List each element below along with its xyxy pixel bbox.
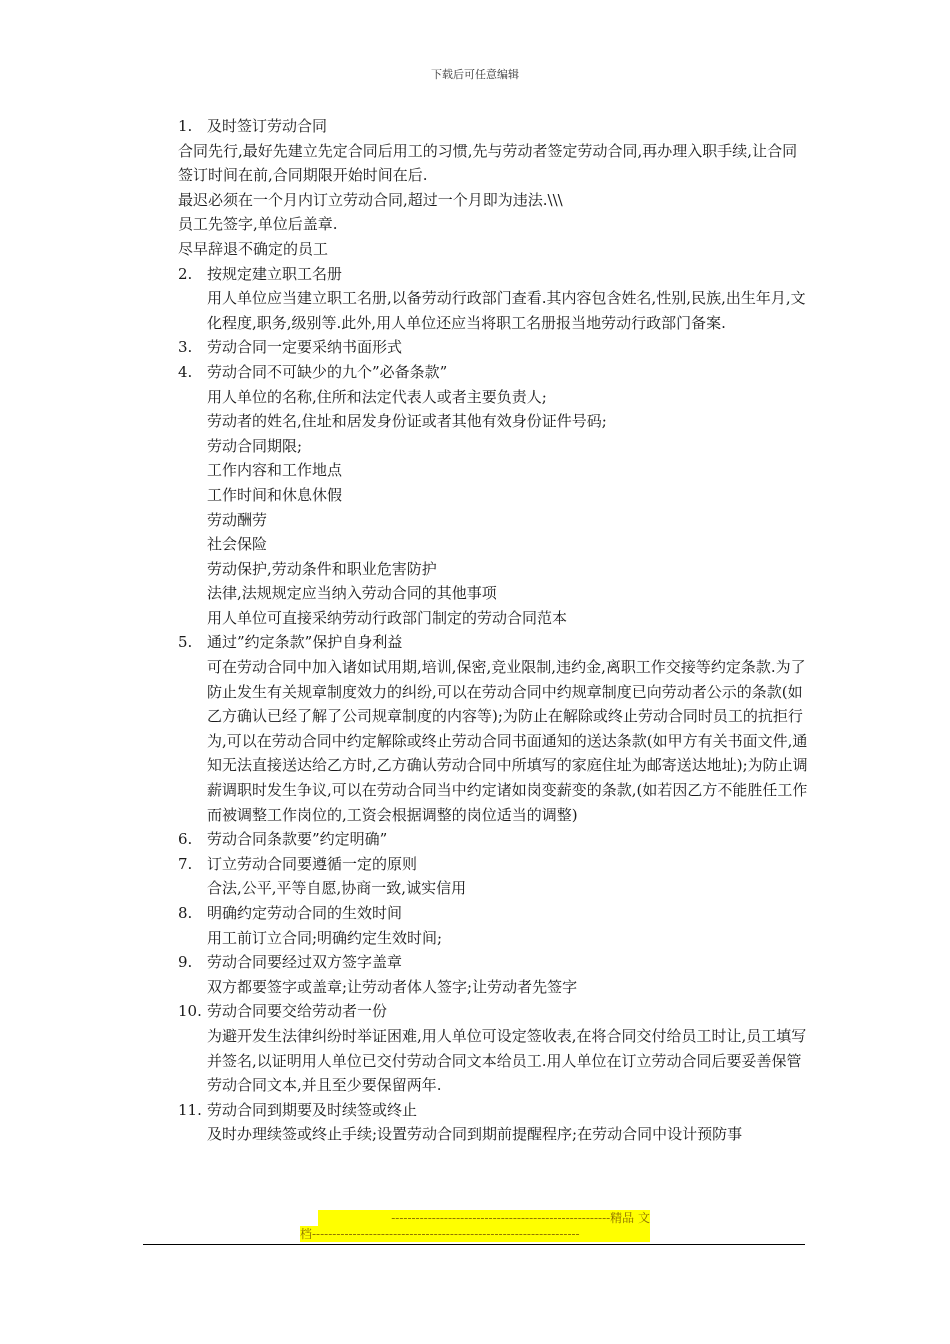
list-item (178, 335, 808, 360)
document-body (178, 114, 808, 1147)
item-number: 1. (178, 117, 193, 135)
numbered-list (178, 262, 808, 1147)
list-item (178, 262, 808, 336)
item-title: 劳动合同条款要”约定明确” (207, 830, 388, 849)
item-number: 11. (178, 1100, 202, 1119)
item-body (207, 360, 808, 631)
paragraph: 合同先行,最好先建立先定合同后用工的习惯,先与劳动者签定劳动合同,再办理入职手续,让合同签订时间在前,合同期限开始时间在后. (178, 141, 798, 185)
item-title: 劳动合同要交给劳动者一份 (207, 1002, 388, 1021)
item-number: 3. (178, 338, 193, 357)
item-line: 用人单位的名称,住所和法定代表人或者主要负责人; (207, 387, 547, 406)
item-title: 劳动合同要经过双方签字盖章 (207, 953, 403, 972)
item-number: 2. (178, 264, 193, 283)
item-line: 用人单位应当建立职工名册,以备劳动行政部门查看.其内容包含姓名,性别,民族,出生年月,文化程度,职务,级别等.此外,用人单位还应当将职工名册报当地劳动行政部门备案. (207, 289, 806, 332)
item-number: 4. (178, 362, 193, 381)
item-body (207, 630, 808, 827)
watermark-line-2: 档------------------------------------------------------------------ (300, 1226, 650, 1242)
item-number: 10. (178, 1002, 202, 1021)
list-item (178, 1098, 808, 1147)
list-item (178, 950, 808, 999)
watermark-band (300, 1210, 650, 1242)
item-title: 通过”约定条款”保护自身利益 (207, 633, 403, 652)
item-line: 劳动者的姓名,住址和居发身份证或者其他有效身份证件号码; (207, 412, 607, 431)
item-line: 用工前订立合同;明确约定生效时间; (207, 928, 443, 947)
item-line: 双方都要签字或盖章;让劳动者体人签字;让劳动者先签字 (207, 977, 578, 996)
list-item (178, 630, 808, 827)
item-body (207, 950, 808, 999)
item-line: 劳动合同期限; (207, 436, 303, 455)
item-body (207, 999, 808, 1097)
item-body (207, 827, 808, 852)
item-body (207, 1098, 808, 1147)
watermark-line-1: ------------------------------------------------------精品 文 (318, 1210, 650, 1226)
paragraph: 最迟必须在一个月内订立劳动合同,超过一个月即为违法.\\\ (178, 190, 563, 209)
item-title: 订立劳动合同要遵循一定的原则 (207, 854, 418, 873)
list-item (178, 114, 808, 139)
item-title: 及时签订劳动合同 (207, 117, 328, 135)
item-line: 法律,法规规定应当纳入劳动合同的其他事项 (207, 584, 497, 603)
item-line: 劳动保护,劳动条件和职业危害防护 (207, 559, 437, 578)
item-body (207, 901, 808, 950)
footer-divider (143, 1244, 805, 1245)
item-line: 合法,公平,平等自愿,协商一致,诚实信用 (207, 879, 467, 898)
item-number: 5. (178, 633, 193, 652)
item-line: 及时办理续签或终止手续;设置劳动合同到期前提醒程序;在劳动合同中设计预防事 (207, 1125, 743, 1144)
item-line: 社会保险 (207, 535, 268, 554)
item-body (207, 262, 808, 336)
item-number: 8. (178, 904, 193, 922)
list-item (178, 852, 808, 901)
item-title: 明确约定劳动合同的生效时间 (207, 904, 403, 922)
item-number: 9. (178, 953, 193, 972)
item-body (207, 852, 808, 901)
item-line: 为避开发生法律纠纷时举证困难,用人单位可设定签收表,在将合同交付给员工时让,员工填写并签名,以证明用人单位已交付劳动合同文本给员工.用人单位在订立劳动合同后要妥善保管劳动合同文本,并且至少要保留两年. (207, 1026, 807, 1095)
list-item (178, 360, 808, 631)
item-line: 劳动酬劳 (207, 510, 268, 529)
list-item (178, 999, 808, 1097)
item-line: 可在劳动合同中加入诸如试用期,培训,保密,竞业限制,违约金,离职工作交接等约定条款.为了防止发生有关规章制度效力的纠纷,可以在劳动合同中约规章制度已向劳动者公示的条款(如乙方确认已经了解了公司规章制度的内容等);为防止在解除或终止劳动合同时员工的抗拒行为,可以在劳动合同中约定解除或终止劳动合同书面通知的送达条款(如甲方有关书面文件,通知无法直接送达给乙方时,乙方确认劳动合同中所填写的家庭住址为邮寄送达地址);为防止调薪调职时发生争议,可以在劳动合同当中约定诸如岗变薪变的条款,(如若因乙方不能胜任工作而被调整工作岗位的,工资会根据调整的岗位适当的调整) (207, 658, 808, 824)
page-header: 下载后可任意编辑 (431, 68, 519, 81)
item-line: 工作时间和休息休假 (207, 485, 343, 504)
item-line: 用人单位可直接采纳劳动行政部门制定的劳动合同范本 (207, 608, 568, 627)
item-line: 工作内容和工作地点 (207, 461, 343, 480)
list-item (178, 901, 808, 950)
list-item (178, 827, 808, 852)
item-number: 6. (178, 830, 193, 849)
item-title: 劳动合同一定要采纳书面形式 (207, 338, 403, 357)
paragraph: 员工先签字,单位后盖章. (178, 215, 338, 234)
item-title: 按规定建立职工名册 (207, 264, 343, 283)
item-title: 劳动合同不可缺少的九个”必备条款” (207, 362, 448, 381)
item-body (207, 335, 808, 360)
paragraph: 尽早辞退不确定的员工 (178, 239, 329, 258)
intro-section (178, 139, 808, 262)
item-title: 劳动合同到期要及时续签或终止 (207, 1100, 418, 1119)
item-number: 7. (178, 854, 193, 873)
